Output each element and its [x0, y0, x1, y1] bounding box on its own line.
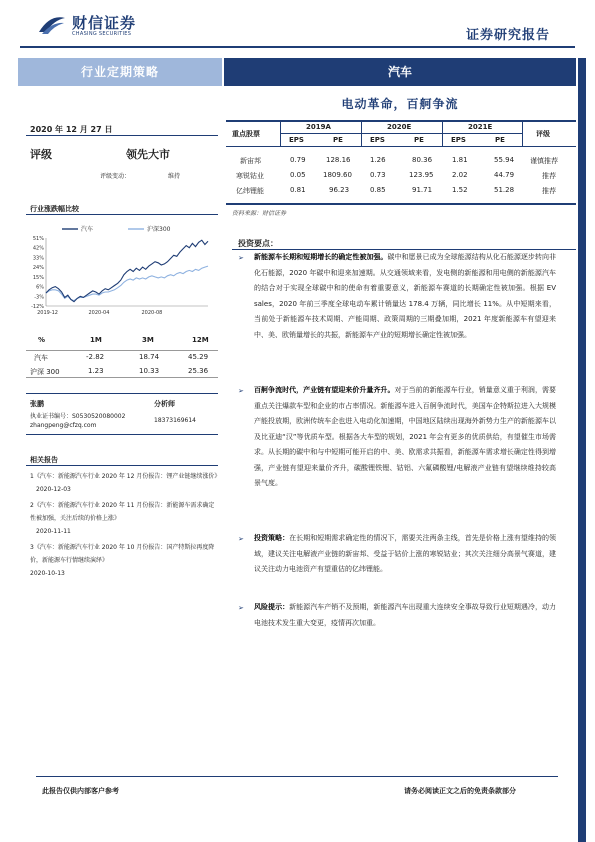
- arrow-bullet-icon: ➢: [238, 604, 244, 612]
- divider: [26, 434, 218, 435]
- page-title: 电动革命，百舸争流: [341, 97, 459, 111]
- related-report-text: 3《汽车：新能源汽车行业 2020 年 10 月份报告：国产特斯拉再度降价，新能源车行情继续演绎》: [30, 544, 215, 564]
- table-cell: 1.26: [370, 156, 386, 164]
- stock-name: 亿纬锂能: [236, 187, 264, 195]
- key-point-body: 新能源汽车产销不及预期，新能源汽车出现重大连续安全事故导致行业短期遇冷，动力电池技术发生重大变更，疫情再次加重。: [254, 603, 557, 627]
- legend-label: 汽车: [81, 226, 94, 233]
- table-cell: 0.85: [370, 186, 386, 194]
- report-type: 证券研究报告: [466, 28, 551, 43]
- related-report-text: 2《汽车：新能源汽车行业 2020 年 11 月份报告：新能源车需求确定性被加强，关注后续的价格上涨》: [30, 502, 215, 522]
- key-point-lead: 百舸争流时代，产业链有望迎来价升量齐升。: [254, 386, 395, 394]
- table-cell: 51.28: [494, 186, 515, 194]
- key-point-lead: 风险提示：: [254, 603, 290, 611]
- table-cell: 0.73: [370, 171, 386, 179]
- table-header-stock: 重点股票: [232, 130, 260, 138]
- divider: [26, 393, 218, 394]
- report-date: 2020 年 12 月 27 日: [30, 125, 113, 134]
- table-subheader: PE: [414, 136, 424, 144]
- y-tick-label: 42%: [32, 245, 44, 252]
- table-header-year: 2020E: [387, 123, 412, 131]
- x-tick-label: 2020-08: [141, 310, 163, 316]
- table-cell: 1809.60: [323, 171, 352, 179]
- divider: [26, 350, 218, 351]
- header-cell: 3M: [142, 336, 154, 344]
- table-cell: 80.36: [412, 156, 433, 164]
- table-cell: 45.29: [188, 353, 209, 361]
- company-logo: [36, 12, 68, 38]
- divider: [26, 377, 218, 378]
- side-stripe: [578, 58, 586, 842]
- table-subheader: PE: [333, 136, 343, 144]
- y-tick-label: 51%: [32, 236, 44, 242]
- table-cell: 96.23: [329, 186, 350, 194]
- footer-disclaimer: 请务必阅读正文之后的免责条款部分: [404, 787, 516, 795]
- table-row: [30, 353, 218, 365]
- key-stocks-table: [226, 120, 576, 204]
- table-cell: -2.82: [86, 353, 105, 361]
- key-point-paragraph: [254, 600, 556, 631]
- related-report-date: 2020-12-03: [36, 486, 71, 493]
- stock-rating: 推荐: [542, 187, 556, 195]
- key-point-body: 对于当前的新能源车行业，销量意义重于利润，需要重点关注爆款车型和企业的市占率情况。新能源车进入百舸争流时代，美国车企特斯拉进入大规模产能投放期，欧洲传统车企也进入电动化加速期，中国地区陆续出现海外新势力生产的新能源车以及比亚迪“汉”等优质车型。根据各大车型的规划，2021 年会有更多的优质供给，有望催生市场需求。从长期的碳中和与中短期可能开启的中、美、欧需求共振看，新能源车需求增长确定性得到增强，产业链有望迎来量价齐升，碳酸锂铁锂、钴铝、六氟磷酸锂/电解液产业链有望继续维持较高景气度。: [254, 386, 557, 487]
- arrow-bullet-icon: ➢: [238, 254, 244, 262]
- table-cell: 91.71: [412, 186, 433, 194]
- table-cell: 0.05: [290, 171, 306, 179]
- header-cell: 12M: [192, 336, 209, 344]
- brand-name-cn: 财信证券: [72, 14, 137, 32]
- y-tick-label: 24%: [32, 265, 44, 272]
- header-cell: %: [38, 336, 46, 344]
- y-tick-label: 15%: [32, 274, 44, 281]
- table-cell: 123.95: [409, 171, 434, 179]
- analyst-role: 分析师: [154, 400, 175, 408]
- related-report-date: 2020-11-11: [36, 528, 71, 535]
- table-cell: 0.79: [290, 156, 306, 164]
- stock-name: 新宙邦: [240, 157, 261, 165]
- key-point-paragraph: [254, 383, 556, 492]
- y-tick-label: -12%: [31, 304, 44, 310]
- rating-value: 领先大市: [126, 148, 170, 161]
- related-report-item[interactable]: [30, 470, 220, 496]
- table-cell: 沪深 300: [30, 368, 60, 376]
- table-cell: 25.36: [188, 367, 209, 375]
- key-point-lead: 投资策略：: [254, 534, 290, 542]
- footer-divider: [36, 776, 558, 777]
- stock-rating: 谨慎推荐: [530, 157, 558, 165]
- header-cell: 1M: [90, 336, 102, 344]
- table-subheader: EPS: [289, 136, 304, 144]
- table-cell: 汽车: [34, 354, 48, 362]
- performance-chart: [26, 220, 218, 324]
- arrow-bullet-icon: ➢: [238, 535, 244, 543]
- performance-table-header: [30, 336, 218, 348]
- table-header-rating: 评级: [536, 130, 550, 138]
- rating-label: 评级: [30, 148, 52, 161]
- key-point-paragraph: [254, 531, 556, 578]
- related-report-item[interactable]: [30, 541, 220, 580]
- related-report-text: 1《汽车：新能源汽车行业 2020 年 12 月份报告：锂产业链继续涨价》: [30, 473, 221, 480]
- table-cell: 1.81: [452, 156, 468, 164]
- rating-change-label: 评级变动：: [100, 173, 131, 180]
- table-subheader: PE: [495, 136, 505, 144]
- table-header-year: 2021E: [468, 123, 493, 131]
- divider: [26, 135, 218, 136]
- table-header-year: 2019A: [306, 123, 331, 131]
- table-cell: 0.81: [290, 186, 306, 194]
- divider: [26, 214, 218, 215]
- key-point-paragraph: [254, 250, 556, 343]
- performance-title: 行业涨跌幅比较: [30, 205, 79, 213]
- table-cell: 2.02: [452, 171, 468, 179]
- table-cell: 1.52: [452, 186, 468, 194]
- table-source: 资料来源：财信证券: [232, 210, 287, 217]
- y-tick-label: -3%: [34, 294, 44, 301]
- related-reports-title: 相关报告: [30, 456, 58, 464]
- table-cell: 44.79: [494, 171, 515, 179]
- footer-notice: 此报告仅供内部客户参考: [42, 787, 119, 795]
- y-tick-label: 6%: [36, 284, 44, 291]
- header-divider: [20, 46, 575, 48]
- stock-name: 寒锐钴业: [236, 172, 264, 180]
- key-point-lead: 新能源车长期和短期增长的确定性被加强。: [254, 253, 388, 261]
- divider: [26, 465, 218, 466]
- brand-name-en: CHASING SECURITIES: [72, 31, 132, 37]
- related-report-date: 2020-10-13: [30, 570, 65, 577]
- table-cell: 10.33: [139, 367, 160, 375]
- table-cell: 55.94: [494, 156, 515, 164]
- analyst-email[interactable]: zhangpeng@cfzq.com: [30, 422, 97, 429]
- analyst-license: 执业证书编号：S0530520080002: [30, 413, 126, 420]
- table-cell: 18.74: [139, 353, 160, 361]
- table-subheader: EPS: [451, 136, 466, 144]
- table-cell: 1.23: [88, 367, 104, 375]
- x-tick-label: 2020-04: [88, 310, 110, 316]
- analyst-phone: 18373169614: [154, 417, 196, 424]
- arrow-bullet-icon: ➢: [238, 387, 244, 395]
- x-tick-label: 2019-12: [37, 310, 59, 316]
- analyst-name: 张鹏: [30, 400, 44, 408]
- table-subheader: EPS: [370, 136, 385, 144]
- key-point-body: 碳中和愿景已成为全球能源结构从化石能源逐步转向非化石能源，2020 年碳中和迎来加速期。从交通领域来看，发电侧的新能源和用电侧的新能源汽车的结合对于实现全球碳中和的使命有着重要意义，新能源车赛道的长期确定性被加强。根据 EV sales，2020 年前三季度全球电动车累计销量达 178.4 万辆，同比增长 11%。从中短期来看，当前处于新能源车技术周期、产能周期、政策周期的三期叠加期，2021 年度新能源车有望迎来中、美、欧销量增长的共振，新能源车产业的短期增长确定性被加强。: [254, 253, 557, 339]
- banner-category: 行业定期策略: [18, 58, 222, 86]
- banner-industry: 汽车: [224, 58, 576, 86]
- table-cell: 128.16: [326, 156, 351, 164]
- stock-rating: 推荐: [542, 172, 556, 180]
- key-point-body: 在长期和短期需求确定性的情况下，需要关注两条主线，首先是价格上涨有望维持的领域，建议关注电解液产业链的新宙邦、受益于钴价上涨的寒锐钴业；其次关注细分高景气赛道，建议关注动力电池资产有望重估的亿纬锂能。: [254, 534, 557, 573]
- series-line: [46, 240, 208, 302]
- rating-change-value: 维持: [168, 173, 181, 180]
- legend-label: 沪深300: [147, 226, 171, 233]
- y-tick-label: 33%: [32, 255, 44, 262]
- key-points-title: 投资要点：: [238, 239, 278, 248]
- related-report-item[interactable]: [30, 499, 220, 538]
